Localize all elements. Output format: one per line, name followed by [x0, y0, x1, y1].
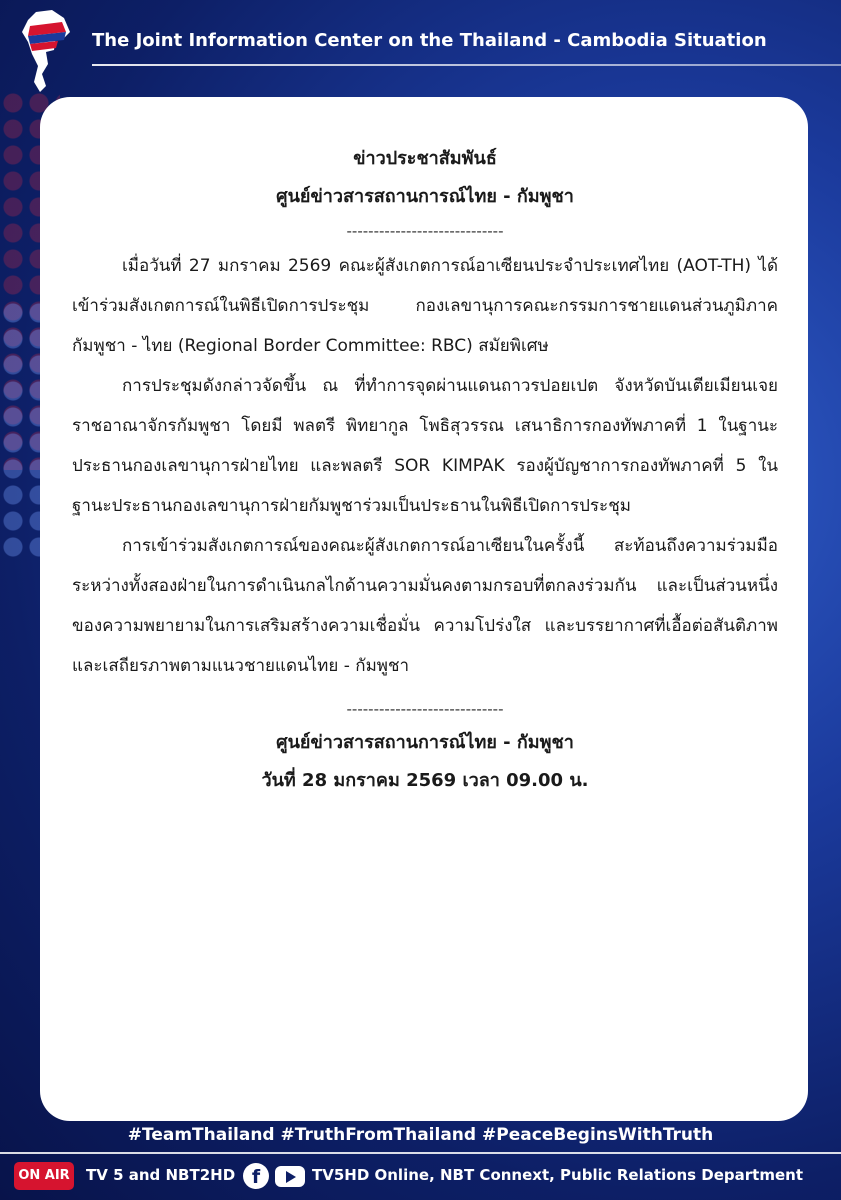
header-title: The Joint Information Center on the Thailand - Cambodia Situation: [92, 30, 767, 51]
footer-date: วันที่ 28 มกราคม 2569 เวลา 09.00 น.: [261, 770, 589, 791]
tv-channels: TV 5 and NBT2HD: [86, 1166, 236, 1184]
bottom-divider: [0, 1152, 841, 1154]
document-title: ข่าวประชาสัมพันธ์: [353, 148, 497, 169]
document-subtitle: ศูนย์ข่าวสารสถานการณ์ไทย - กัมพูชา: [276, 186, 574, 207]
youtube-icon[interactable]: [275, 1166, 305, 1187]
header: [0, 0, 841, 80]
hashtags: #TeamThailand #TruthFromThailand #PeaceBeginsWithTruth: [127, 1125, 714, 1145]
paragraph-1: เมื่อวันที่ 27 มกราคม 2569 คณะผู้สังเกตการณ์อาเซียนประจำประเทศไทย (AOT-TH) ได้เข้าร่วมสังเกตการณ์ในพิธีเปิดการประชุม กองเลขานุการคณะกรรมการชายแดนส่วนภูมิภาคกัมพูชา - ไทย (Regional Border Committee: RBC) สมัยพิเศษ: [72, 256, 778, 356]
facebook-icon[interactable]: f: [243, 1163, 269, 1189]
thailand-map-flag-icon: [18, 6, 80, 96]
divider-top: -----------------------------: [346, 222, 504, 240]
press-release: [72, 140, 778, 800]
footer-organization: ศูนย์ข่าวสารสถานการณ์ไทย - กัมพูชา: [276, 732, 574, 753]
paragraph-3: การเข้าร่วมสังเกตการณ์ของคณะผู้สังเกตการณ์อาเซียนในครั้งนี้ สะท้อนถึงความร่วมมือระหว่างทั้งสองฝ่ายในการดำเนินกลไกด้านความมั่นคงตามกรอบที่ตกลงร่วมกัน และเป็นส่วนหนึ่งของความพยายามในการเสริมสร้างความเชื่อมั่น ความโปร่งใส และบรรยากาศที่เอื้อต่อสันติภาพและเสถียรภาพตามแนวชายแดนไทย - กัมพูชา: [72, 536, 778, 676]
on-air-badge: ON AIR: [14, 1162, 74, 1190]
paragraph-2: การประชุมดังกล่าวจัดขึ้น ณ ที่ทำการจุดผ่านแดนถาวรปอยเปต จังหวัดบันเตียเมียนเจย ราชอาณาจักรกัมพูชา โดยมี พลตรี พิทยากูล โพธิสุวรรณ เสนาธิการกองทัพภาคที่ 1 ในฐานะประธานกองเลขานุการฝ่ายไทย และพลตรี SOR KIMPAK รองผู้บัญชาการกองทัพภาคที่ 5 ในฐานะประธานกองเลขานุการฝ่ายกัมพูชาร่วมเป็นประธานในพิธีเปิดการประชุม: [72, 376, 778, 516]
online-platforms: TV5HD Online, NBT Connext, Public Relations Department: [312, 1166, 803, 1184]
divider-bottom: -----------------------------: [346, 700, 504, 718]
header-divider: [92, 64, 841, 66]
